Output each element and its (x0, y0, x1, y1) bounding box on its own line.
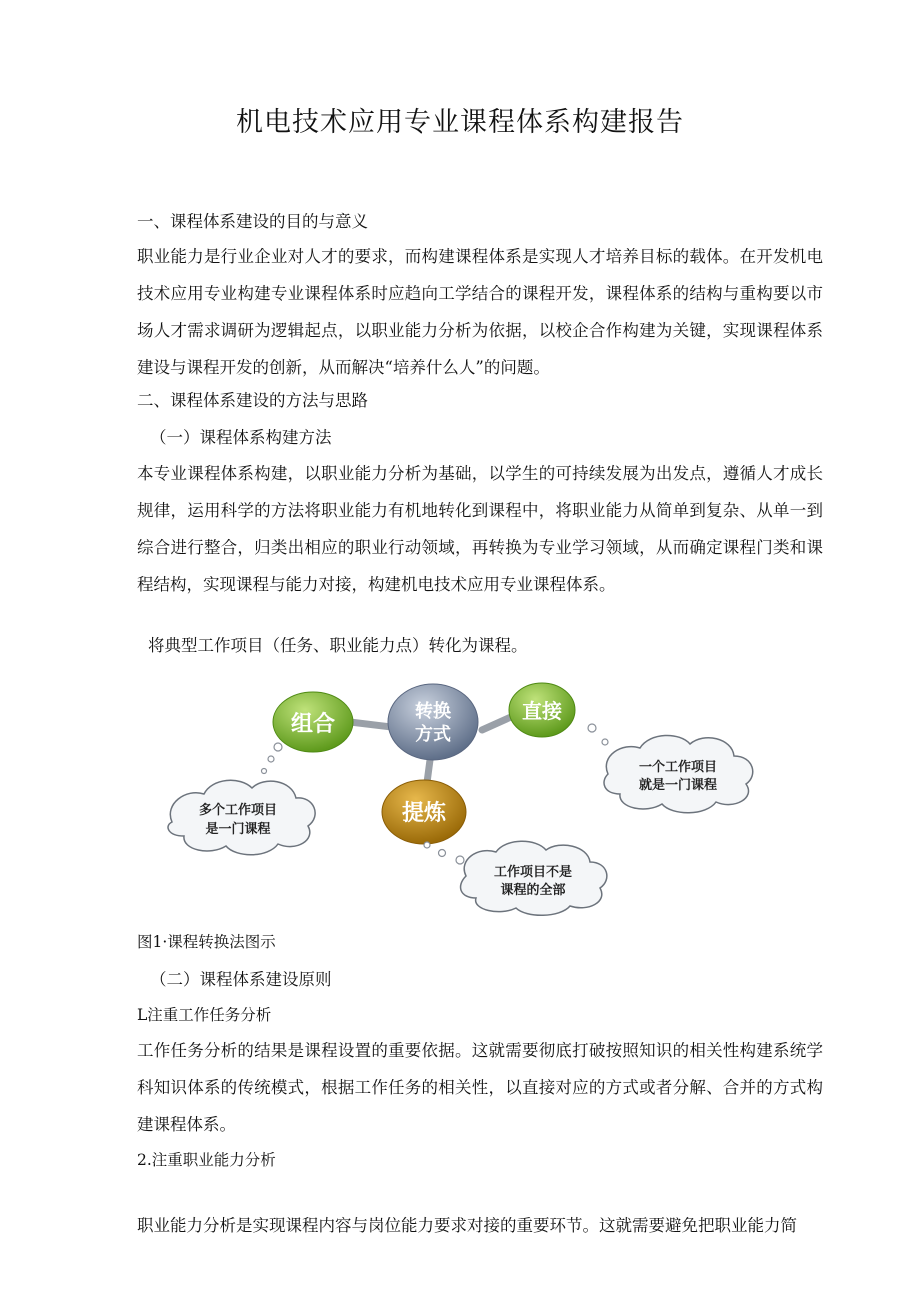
cloud-left (168, 780, 315, 854)
principle-item-2: 2.注重职业能力分析 (137, 1151, 276, 1169)
document-title: 机电技术应用专业课程体系构建报告 (236, 107, 684, 138)
subsection-heading-method: （一）课程体系构建方法 (150, 428, 332, 447)
cloud-right-line1: 一个工作项目 (638, 760, 718, 775)
section-heading-2: 二、课程体系建设的方法与思路 (137, 391, 368, 410)
paragraph-task-analysis: 工作任务分析的结果是课程设置的重要依据。这就需要彻底打破按照知识的相关性构建系统学科知识体系的传统模式，根据工作任务的相关性，以直接对应的方式或者分解、合并的方式构建课程体系。 (137, 1041, 823, 1134)
paragraph-method: 本专业课程体系构建，以职业能力分析为基础，以学生的可持续发展为出发点，遵循人才成长规律，运用科学的方法将职业能力有机地转化到课程中，将职业能力从简单到复杂、从单一到综合进行整合，归类出相应的职业行动领域，再转换为专业学习领域，从而确定课程门类和课程结构，实现课程与能力对接，构建机电技术应用专业课程体系。 (137, 464, 823, 594)
combine-node (273, 692, 353, 752)
cloud-bottom-line2: 课程的全部 (500, 883, 566, 898)
refine-label: 提炼 (401, 801, 447, 826)
figure-caption: 图1·课程转换法图示 (137, 933, 276, 951)
center-label-line2: 方式 (415, 724, 451, 745)
transform-center-node (388, 684, 478, 760)
center-label-line1: 转换 (415, 701, 451, 722)
cloud-bottom-line1: 工作项目不是 (493, 865, 573, 880)
paragraph-transform: 将典型工作项目（任务、职业能力点）转化为课程。 (148, 636, 528, 655)
direct-node (509, 683, 575, 737)
refine-node (382, 780, 466, 844)
subsection-heading-principles: （二）课程体系建设原则 (150, 970, 332, 989)
paragraph-ability-analysis: 职业能力分析是实现课程内容与岗位能力要求对接的重要环节。这就需要避免把职业能力简 (137, 1216, 797, 1235)
cloud-right-line2: 就是一门课程 (638, 778, 718, 793)
combine-label: 组合 (290, 712, 336, 737)
section-heading-1: 一、课程体系建设的目的与意义 (137, 212, 368, 231)
principle-item-1: L注重工作任务分析 (137, 1006, 272, 1024)
cloud-right (604, 735, 753, 812)
direct-label: 直接 (522, 699, 562, 723)
paragraph-purpose: 职业能力是行业企业对人才的要求，而构建课程体系是实现人才培养目标的载体。在开发机电技术应用专业构建专业课程体系时应趋向工学结合的课程开发，课程体系的结构与重构要以市场人才需求调研为逻辑起点，以职业能力分析为依据，以校企合作构建为关键，实现课程体系建设与课程开发的创新，从而解决“培养什么人”的问题。 (137, 247, 823, 377)
cloud-left-line2: 是一门课程 (205, 822, 271, 837)
cloud-left-line1: 多个工作项目 (198, 803, 278, 818)
course-transform-diagram (160, 680, 760, 920)
cloud-bottom (461, 841, 607, 915)
